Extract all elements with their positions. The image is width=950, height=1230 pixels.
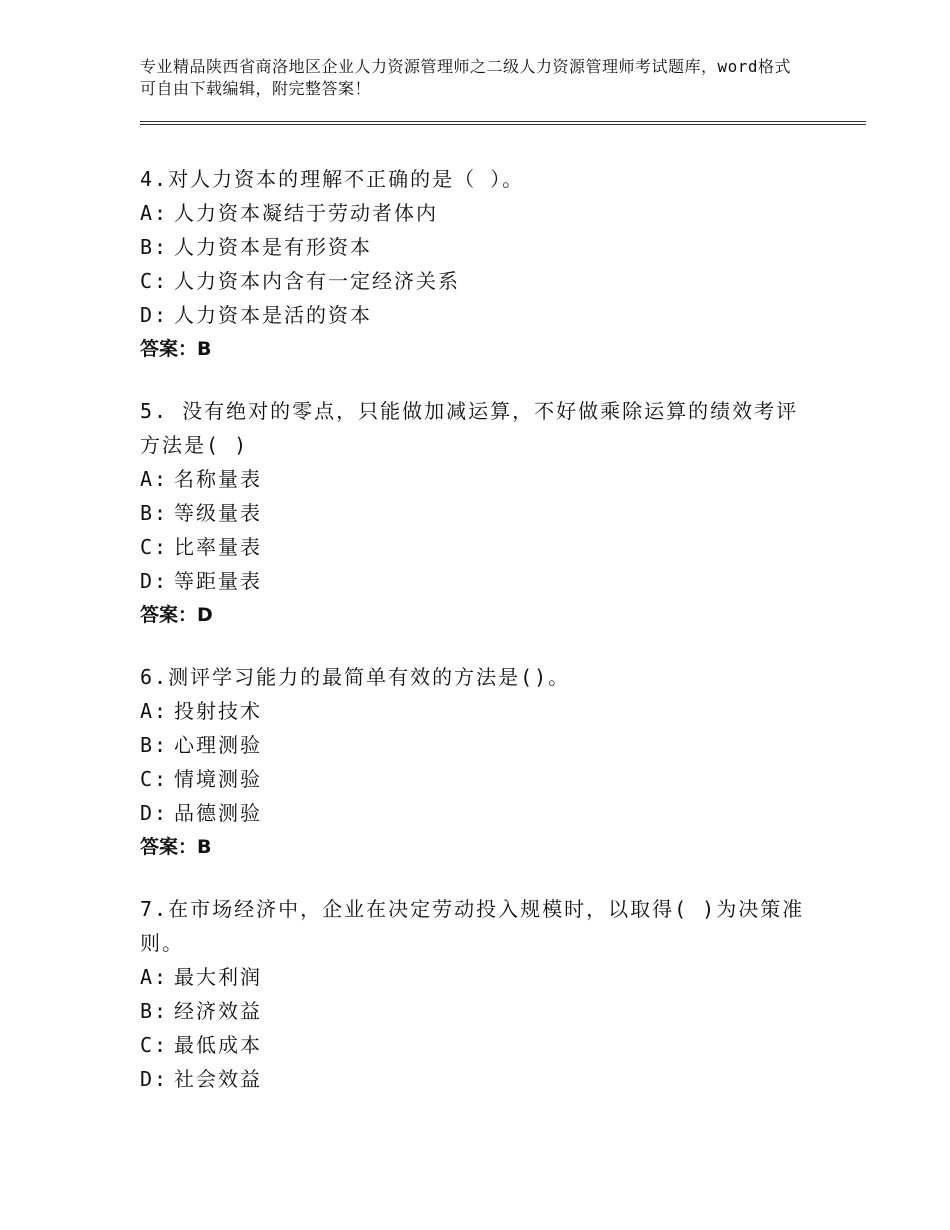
option-letter: A:	[140, 201, 169, 225]
correct-answer: 答案：B	[140, 836, 212, 858]
answer-option-a	[140, 462, 820, 496]
answer-option-d	[140, 796, 820, 830]
option-letter: C:	[140, 535, 169, 559]
document-header-title: 专业精品陕西省商洛地区企业人力资源管理师之二级人力资源管理师考试题库，word格式可自由下载编辑，附完整答案！	[140, 57, 792, 98]
option-text: 最大利润	[174, 965, 262, 989]
question-stem: 4.对人力资本的理解不正确的是（ ）。	[140, 167, 525, 191]
option-letter: A:	[140, 965, 169, 989]
answer-option-d	[140, 298, 820, 332]
option-text: 人力资本是活的资本	[174, 303, 372, 327]
option-text: 名称量表	[174, 467, 262, 491]
option-letter: C:	[140, 767, 169, 791]
answer-option-c	[140, 762, 820, 796]
answer-option-a	[140, 960, 820, 994]
question-block	[140, 892, 820, 1096]
answer-option-b	[140, 230, 820, 264]
option-text: 品德测验	[174, 801, 262, 825]
answer-option-b	[140, 728, 820, 762]
correct-answer: 答案：D	[140, 604, 213, 626]
question-list	[140, 162, 820, 1124]
answer-option-d	[140, 1062, 820, 1096]
option-text: 情境测验	[174, 767, 262, 791]
option-text: 等级量表	[174, 501, 262, 525]
option-text: 最低成本	[174, 1033, 262, 1057]
answer-option-b	[140, 496, 820, 530]
answer-option-c	[140, 530, 820, 564]
option-letter: B:	[140, 235, 169, 259]
option-letter: D:	[140, 569, 169, 593]
answer-option-d	[140, 564, 820, 598]
option-letter: B:	[140, 999, 169, 1023]
question-stem: 5. 没有绝对的零点，只能做加减运算，不好做乘除运算的绩效考评方法是( )	[140, 399, 799, 457]
option-text: 人力资本是有形资本	[174, 235, 372, 259]
header-divider	[140, 121, 866, 125]
option-letter: A:	[140, 699, 169, 723]
option-text: 等距量表	[174, 569, 262, 593]
option-text: 心理测验	[174, 733, 262, 757]
answer-option-a	[140, 196, 820, 230]
question-block	[140, 162, 820, 366]
option-letter: D:	[140, 1067, 169, 1091]
answer-option-a	[140, 694, 820, 728]
option-letter: C:	[140, 269, 169, 293]
answer-option-c	[140, 1028, 820, 1062]
question-block	[140, 660, 820, 864]
option-text: 比率量表	[174, 535, 262, 559]
question-block	[140, 394, 820, 632]
option-letter: A:	[140, 467, 169, 491]
option-letter: B:	[140, 501, 169, 525]
answer-option-c	[140, 264, 820, 298]
option-text: 人力资本凝结于劳动者体内	[174, 201, 438, 225]
option-text: 社会效益	[174, 1067, 262, 1091]
option-letter: D:	[140, 303, 169, 327]
correct-answer: 答案：B	[140, 338, 212, 360]
option-text: 投射技术	[174, 699, 262, 723]
option-letter: C:	[140, 1033, 169, 1057]
answer-option-b	[140, 994, 820, 1028]
option-text: 人力资本内含有一定经济关系	[174, 269, 460, 293]
question-stem: 6.测评学习能力的最简单有效的方法是()。	[140, 665, 571, 689]
question-stem: 7.在市场经济中，企业在决定劳动投入规模时，以取得( )为决策准则。	[140, 897, 805, 955]
option-letter: B:	[140, 733, 169, 757]
option-letter: D:	[140, 801, 169, 825]
option-text: 经济效益	[174, 999, 262, 1023]
